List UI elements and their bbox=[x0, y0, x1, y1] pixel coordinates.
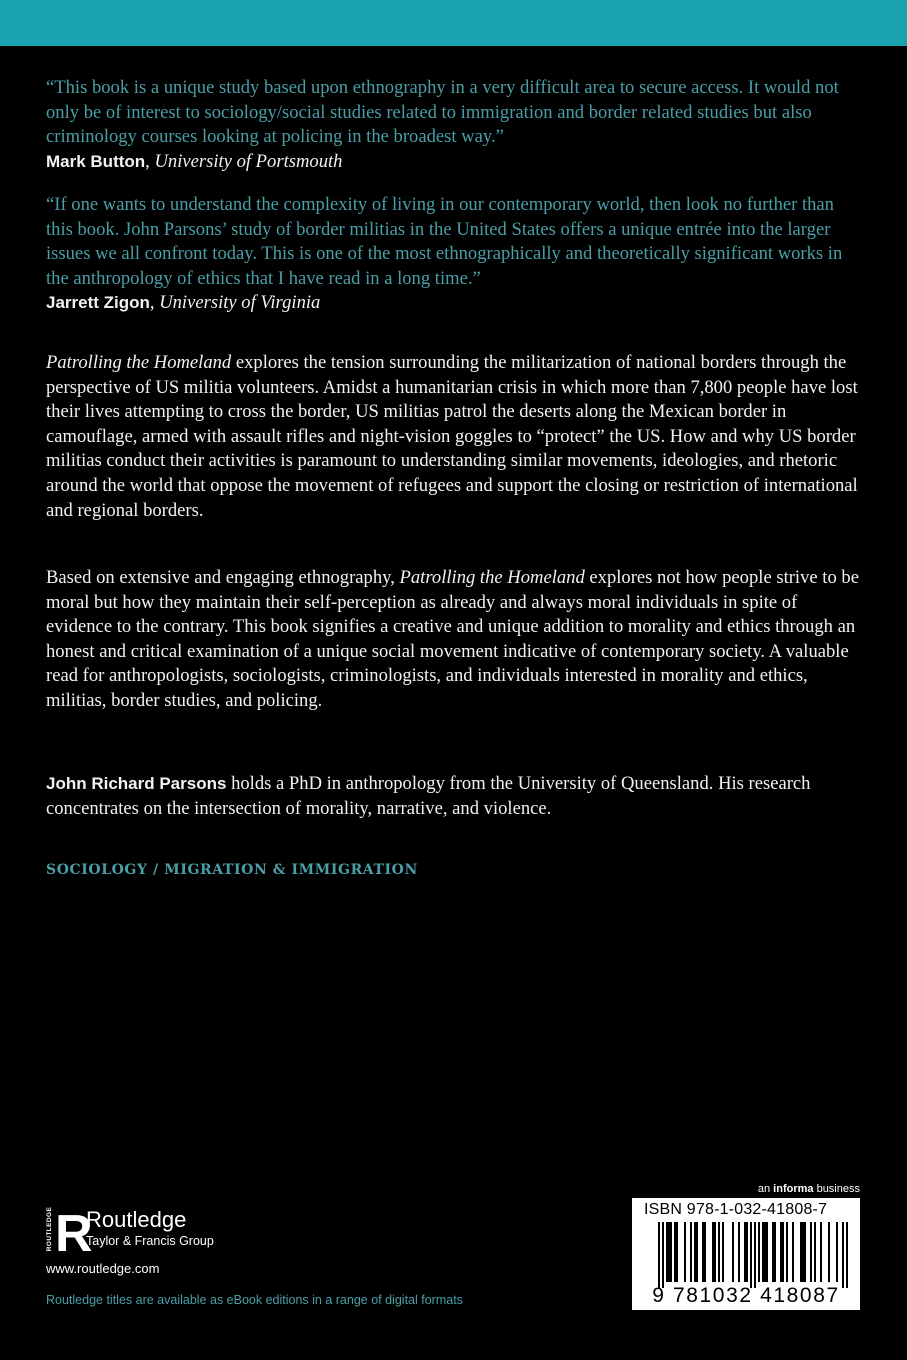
endorsement-attribution: Jarrett Zigon, University of Virginia bbox=[46, 292, 321, 314]
barcode-bar bbox=[738, 1222, 740, 1282]
barcode-bar bbox=[670, 1222, 672, 1282]
description-text: Based on extensive and engaging ethnography, bbox=[46, 567, 400, 588]
barcode-bar bbox=[694, 1222, 696, 1282]
barcode-bar bbox=[802, 1222, 804, 1282]
endorsement-2 bbox=[46, 193, 861, 316]
description-paragraph-1 bbox=[46, 351, 861, 523]
top-color-band bbox=[0, 0, 907, 46]
barcode-bar bbox=[690, 1222, 692, 1282]
publisher-website: www.routledge.com bbox=[46, 1261, 160, 1276]
barcode-bar bbox=[772, 1222, 774, 1282]
barcode-bar bbox=[704, 1222, 706, 1282]
barcode-bar bbox=[696, 1222, 698, 1282]
isbn-barcode bbox=[632, 1198, 860, 1310]
description-text: explores the tension surrounding the militarization of national borders through the perspective of US militia volunteers. Amidst a humanitarian crisis in which more than 7,800 people have lost their lives attempting to cross the border, US militias patrol the deserts along the Mexican border in camouflage, armed with assault rifles and night-vision goggles to “protect” the US. How and why US border militias conduct their activities is paramount to understanding similar movements, ideologies, and rhetoric around the world that oppose the movement of refugees and support the closing or restriction of international and regional borders. bbox=[46, 352, 858, 521]
barcode-bar bbox=[766, 1222, 768, 1282]
barcode-bar bbox=[828, 1222, 830, 1282]
logo-letter: R bbox=[55, 1205, 93, 1263]
endorsement-quote: “This book is a unique study based upon ethnography in a very difficult area to secure access. It would not only be of interest to sociology/social studies related to immigration and border related studies but also criminology courses looking at policing in the broadest way.” bbox=[46, 77, 839, 148]
routledge-logo-icon bbox=[43, 1203, 93, 1263]
informa-business-label: an informa business bbox=[757, 1183, 860, 1195]
barcode-bar bbox=[810, 1222, 812, 1282]
barcode-bar bbox=[780, 1222, 782, 1282]
barcode-bar bbox=[846, 1222, 848, 1288]
barcode-bar bbox=[674, 1222, 676, 1282]
barcode-bar bbox=[684, 1222, 686, 1282]
author-bio bbox=[46, 772, 861, 821]
publisher-group: Taylor & Francis Group bbox=[86, 1234, 214, 1248]
barcode-bar bbox=[712, 1222, 714, 1282]
barcode-bar bbox=[732, 1222, 734, 1282]
endorsement-quote: “If one wants to understand the complexity of living in our contemporary world, then look no further than this book. John Parsons’ study of border militias in the United States offers a unique entrée into the larger issues we all confront today. This is one of the most ethnographically and theoretically significant works in the anthropology of ethics that I have read in a long time.” bbox=[46, 194, 843, 289]
ebook-note: Routledge titles are available as eBook editions in a range of digital formats bbox=[46, 1293, 463, 1307]
informa-brand: informa bbox=[773, 1183, 814, 1195]
book-title: Patrolling the Homeland bbox=[46, 352, 232, 373]
endorser-affiliation: University of Portsmouth bbox=[154, 150, 343, 172]
barcode-bar bbox=[714, 1222, 716, 1282]
barcode-bar bbox=[814, 1222, 816, 1282]
barcode-bar bbox=[804, 1222, 806, 1282]
barcode-bar bbox=[744, 1222, 746, 1282]
author-name: John Richard Parsons bbox=[46, 774, 227, 793]
barcode-bar bbox=[758, 1222, 760, 1282]
barcode-bar bbox=[746, 1222, 748, 1282]
barcode-bar bbox=[842, 1222, 844, 1288]
barcode-bar bbox=[754, 1222, 756, 1288]
endorser-name: Jarrett Zigon bbox=[46, 293, 150, 313]
endorsement-1 bbox=[46, 76, 861, 174]
barcode-bar bbox=[722, 1222, 724, 1282]
barcode-bar bbox=[662, 1222, 664, 1288]
barcode-bar bbox=[702, 1222, 704, 1282]
barcode-bar bbox=[782, 1222, 784, 1282]
endorser-name: Mark Button bbox=[46, 151, 146, 171]
logo-vertical-text: ROUTLEDGE bbox=[46, 1206, 53, 1252]
barcode-bar bbox=[750, 1222, 752, 1288]
isbn-label: ISBN 978-1-032-41808-7 bbox=[644, 1201, 828, 1218]
endorser-affiliation: University of Virginia bbox=[159, 292, 321, 314]
barcode-bar bbox=[764, 1222, 766, 1282]
endorsement-attribution: Mark Button, University of Portsmouth bbox=[46, 150, 343, 172]
book-title: Patrolling the Homeland bbox=[399, 567, 585, 588]
barcode-bar bbox=[658, 1222, 660, 1288]
author-bio-text: holds a PhD in anthropology from the University of Queensland. His research concentrates on the intersection of morality, narrative, and violence. bbox=[46, 773, 811, 819]
barcode-bar bbox=[800, 1222, 802, 1282]
barcode-bar bbox=[820, 1222, 822, 1282]
publisher-logo bbox=[43, 1203, 253, 1263]
barcode-bar bbox=[792, 1222, 794, 1282]
barcode-bar bbox=[786, 1222, 788, 1282]
barcode-bar bbox=[718, 1222, 720, 1282]
barcode-bar bbox=[676, 1222, 678, 1282]
description-text: explores not how people strive to be moral but how they maintain their self-perception as already and always moral individuals in spite of evidence to the contrary. This book signifies a creative and unique addition to morality and ethics through an honest and critical examination of a unique social movement indicative of contemporary society. A valuable read for anthropologists, sociologists, criminologists, and individuals interested in morality and ethics, militias, border studies, and policing. bbox=[46, 567, 859, 711]
barcode-digits: 9 781032 418087 bbox=[652, 1284, 840, 1307]
barcode-bar bbox=[668, 1222, 670, 1282]
barcode-bar bbox=[762, 1222, 764, 1282]
barcode-bar bbox=[666, 1222, 668, 1282]
description-paragraph-2 bbox=[46, 566, 861, 714]
barcode-bar bbox=[774, 1222, 776, 1282]
subject-category: SOCIOLOGY / MIGRATION & IMMIGRATION bbox=[46, 862, 418, 878]
publisher-name: Routledge bbox=[86, 1207, 187, 1232]
barcode-bar bbox=[836, 1222, 838, 1282]
